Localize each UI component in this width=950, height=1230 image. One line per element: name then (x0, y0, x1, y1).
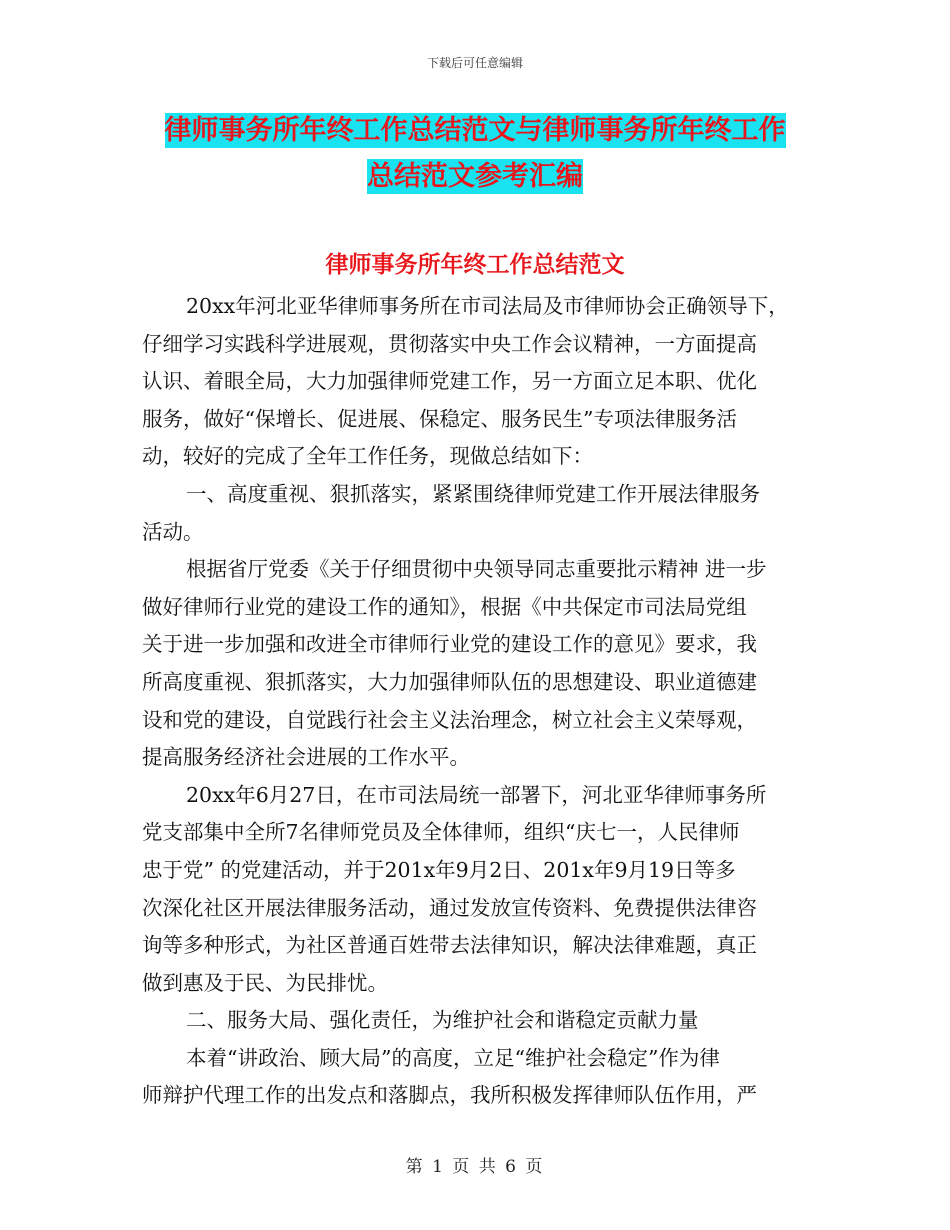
document-title (130, 108, 820, 200)
title-highlight-2: 总结范文参考汇编 (367, 161, 583, 192)
text-line: 20xx年河北亚华律师事务所在市司法局及市律师协会正确领导下， (186, 294, 789, 318)
text-line: 本着“讲政治、顾大局”的高度，立足“维护社会稳定”作为律 (186, 1045, 720, 1070)
text-line: 做好律师行业党的建设工作的通知》，根据《中共保定市司法局党组 (142, 594, 747, 619)
text-line: 次深化社区开展法律服务活动，通过发放宣传资料、免费提供法律咨 (142, 895, 757, 920)
document-title-line-2 (130, 154, 820, 200)
text-line: 一、高度重视、狠抓落实，紧紧围绕律师党建工作开展法律服务 (186, 481, 760, 506)
text-line: 根据省厅党委《关于仔细贯彻中央领导同志重要批示精神 进一步 (186, 557, 767, 582)
page-number: 第 1 页 共 6 页 (405, 1157, 545, 1177)
title-highlight-1: 律师事务所年终工作总结范文与律师事务所年终工作 (164, 115, 786, 146)
document-title-line-1 (130, 108, 820, 154)
document-body (142, 288, 812, 1115)
text-line: 师辩护代理工作的出发点和落脚点，我所积极发挥律师队伍作用，严 (142, 1083, 757, 1108)
text-line: 提高服务经济社会进展的工作水平。 (142, 745, 470, 770)
text-line: 关于进一步加强和改进全市律师行业党的建设工作的意见》要求，我 (142, 632, 757, 657)
text-line: 二、服务大局、强化责任，为维护社会和谐稳定贡献力量 (186, 1008, 699, 1033)
text-line: 仔细学习实践科学进展观，贯彻落实中央工作会议精神，一方面提高 (142, 331, 757, 356)
text-line: 活动。 (142, 519, 204, 544)
text-line: 忠于党” 的党建活动，并于201x年9月2日、201x年9月19日等多 (142, 857, 736, 882)
text-line: 动，较好的完成了全年工作任务，现做总结如下： (142, 444, 593, 469)
text-line: 做到惠及于民、为民排忧。 (142, 970, 388, 995)
page-header-note: 下载后可任意编辑 (426, 56, 523, 70)
text-line: 所高度重视、狠抓落实，大力加强律师队伍的思想建设、职业道德建 (142, 669, 757, 694)
text-line: 服务，做好“保增长、促进展、保稳定、服务民生”专项法律服务活 (142, 406, 737, 431)
text-line: 询等多种形式，为社区普通百姓带去法律知识，解决法律难题，真正 (142, 933, 757, 958)
text-line: 20xx年6月27日，在市司法局统一部署下，河北亚华律师事务所 (186, 782, 767, 807)
text-line: 认识、着眼全局，大力加强律师党建工作，另一方面立足本职、优化 (142, 369, 757, 394)
section-title: 律师事务所年终工作总结范文 (325, 252, 625, 278)
text-line: 设和党的建设，自觉践行社会主义法治理念，树立社会主义荣辱观， (142, 707, 757, 732)
text-line: 党支部集中全所7名律师党员及全体律师，组织“庆七一，人民律师 (142, 820, 740, 845)
